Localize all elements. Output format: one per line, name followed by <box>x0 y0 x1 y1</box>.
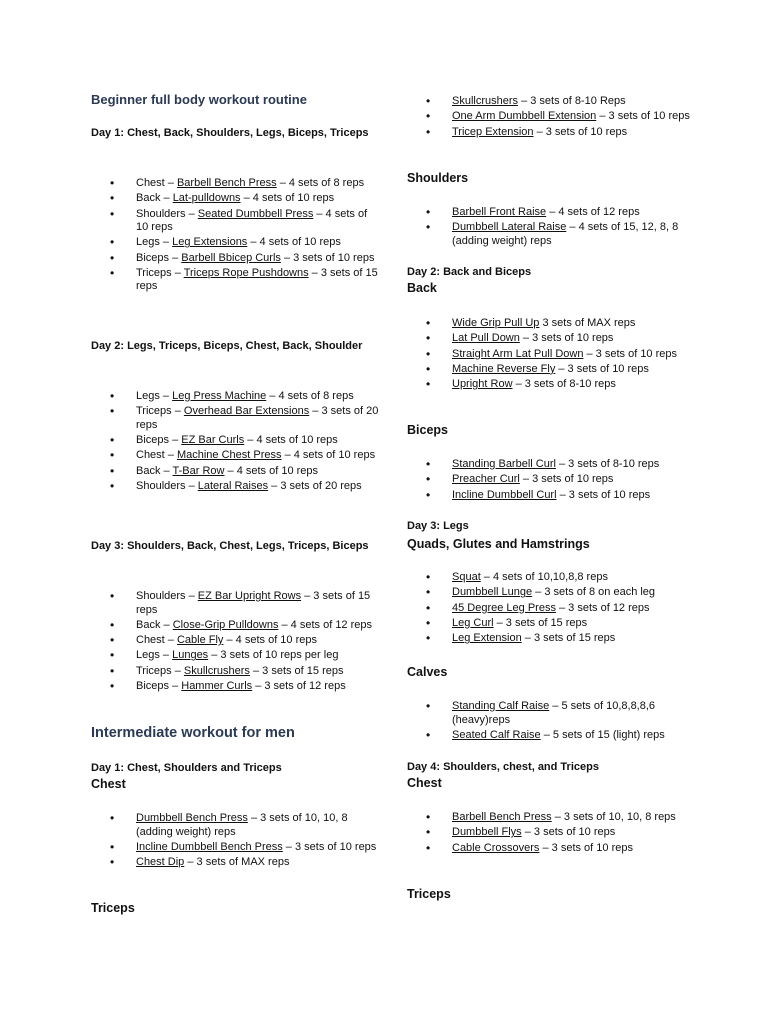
day4-triceps-heading: Triceps <box>407 887 451 901</box>
day4-chest-list <box>407 811 697 857</box>
list-item <box>407 586 697 600</box>
item-detail: – 3 sets of 10 reps <box>539 841 633 854</box>
exercise-link[interactable]: Dumbbell Lunge <box>452 586 533 599</box>
item-detail: – 3 sets of 8 on each leg <box>532 586 656 599</box>
item-detail: – 3 sets of 8-10 reps <box>512 378 616 391</box>
exercise-link[interactable]: EZ Bar Curls <box>181 434 245 447</box>
item-prefix: Biceps – <box>136 434 182 447</box>
list-item <box>407 206 697 220</box>
item-detail: – 5 sets of 15 (light) reps <box>540 728 665 741</box>
exercise-link[interactable]: Cable Fly <box>176 634 224 647</box>
exercise-link[interactable]: Preacher Curl <box>452 473 520 486</box>
exercise-link[interactable]: Barbell Bbicep Curls <box>181 251 281 264</box>
list-item <box>91 252 381 266</box>
exercise-link[interactable]: Leg Extensions <box>172 236 248 249</box>
intermediate-day1-title: Day 1: Chest, Shoulders and Triceps <box>91 762 282 774</box>
exercise-link[interactable]: Leg Press Machine <box>172 390 267 402</box>
exercise-link[interactable]: Incline Dumbbell Curl <box>452 488 557 501</box>
list-item <box>91 177 381 191</box>
list-item <box>91 208 381 235</box>
list-item <box>91 390 381 404</box>
item-prefix: Back – <box>136 618 173 631</box>
list-item <box>407 378 697 392</box>
item-prefix: Legs – <box>136 236 173 249</box>
item-detail: – 3 sets of 10 reps <box>583 347 678 360</box>
item-detail: – 3 sets of 12 reps <box>555 601 650 614</box>
exercise-link[interactable]: Skullcrushers <box>452 95 519 107</box>
back-list <box>407 317 697 393</box>
item-detail: – 4 sets of 10 reps <box>223 634 317 647</box>
list-item <box>407 348 697 362</box>
item-detail: – 3 sets of 10 reps <box>533 125 628 138</box>
list-item <box>407 221 697 248</box>
exercise-link[interactable]: Cable Crossovers <box>452 841 540 854</box>
item-detail: – 4 sets of 10 reps <box>247 236 341 249</box>
exercise-link[interactable]: Skullcrushers <box>183 664 250 677</box>
shoulders-heading: Shoulders <box>407 171 469 185</box>
list-item <box>407 571 697 585</box>
list-item <box>407 489 697 503</box>
legs-list <box>407 571 697 647</box>
exercise-link[interactable]: Dumbbell Bench Press <box>136 812 248 824</box>
item-detail: – 3 sets of 15 reps <box>493 616 588 629</box>
exercise-link[interactable]: Triceps Rope Pushdowns <box>183 266 309 279</box>
beginner-routine-title: Beginner full body workout routine <box>91 92 307 107</box>
list-item <box>91 434 381 448</box>
beginner-day3-title: Day 3: Shoulders, Back, Chest, Legs, Triceps, Biceps <box>91 540 369 552</box>
item-detail: – 5 sets of 10,8,8,8,6 (heavy)reps <box>452 700 656 726</box>
list-item <box>91 192 381 206</box>
exercise-link[interactable]: Barbell Front Raise <box>452 206 547 218</box>
list-item <box>407 126 697 140</box>
list-item <box>91 680 381 694</box>
item-detail: – 4 sets of 10 reps <box>240 192 335 205</box>
item-detail: – 4 sets of 10 reps <box>136 207 368 234</box>
item-prefix: Legs – <box>136 649 173 662</box>
beginner-day1-list <box>91 177 381 296</box>
item-detail: – 4 sets of 12 reps <box>546 206 640 218</box>
exercise-link[interactable]: Barbell Bench Press <box>176 177 277 189</box>
item-prefix: Legs – <box>136 390 173 402</box>
list-item <box>407 826 697 840</box>
list-item <box>407 632 697 646</box>
beginner-day3-list <box>91 590 381 695</box>
list-item <box>407 700 697 727</box>
list-item <box>407 617 697 631</box>
exercise-link[interactable]: Machine Chest Press <box>176 449 282 462</box>
item-detail: – 4 sets of 8 reps <box>266 390 354 402</box>
exercise-link[interactable]: Standing Barbell Curl <box>452 458 556 470</box>
exercise-link[interactable]: Leg Curl <box>452 616 494 629</box>
exercise-link[interactable]: 45 Degree Leg Press <box>452 601 556 614</box>
list-item <box>407 729 697 743</box>
exercise-link[interactable]: Chest Dip <box>136 856 185 869</box>
shoulders-list <box>407 206 697 250</box>
item-detail: – 3 sets of MAX reps <box>184 856 290 869</box>
item-detail: – 4 sets of 10 reps <box>244 434 338 447</box>
item-prefix: Triceps – <box>136 664 184 677</box>
item-detail: – 3 sets of 15 reps <box>521 632 616 645</box>
day3-legs-title: Day 3: Legs <box>407 520 469 532</box>
item-detail: – 3 sets of 15 reps <box>136 266 378 293</box>
item-detail: – 3 sets of 10 reps per leg <box>208 649 339 662</box>
exercise-link[interactable]: Seated Dumbbell Press <box>197 207 314 220</box>
item-detail: – 3 sets of 12 reps <box>252 679 346 692</box>
item-detail: – 3 sets of 8-10 Reps <box>518 95 626 107</box>
exercise-link[interactable]: Wide Grip Pull Up <box>452 317 540 329</box>
exercise-link[interactable]: Lunges <box>172 649 209 662</box>
exercise-link[interactable]: EZ Bar Upright Rows <box>197 590 302 602</box>
day4-chest-heading: Chest <box>407 776 442 790</box>
item-detail: 3 sets of MAX reps <box>539 317 636 329</box>
item-prefix: Shoulders – <box>136 207 198 220</box>
day2-back-biceps-title: Day 2: Back and Biceps <box>407 266 532 278</box>
list-item <box>91 665 381 679</box>
exercise-link[interactable]: Lat-pulldowns <box>172 192 241 205</box>
exercise-link[interactable]: Squat <box>452 571 481 583</box>
item-detail: – 3 sets of 10 reps <box>555 362 649 375</box>
list-item <box>91 619 381 633</box>
item-detail: – 3 sets of 10 reps <box>519 473 614 486</box>
list-item <box>407 458 697 472</box>
list-item <box>407 95 697 109</box>
list-item <box>91 267 381 294</box>
exercise-link[interactable]: Close-Grip Pulldowns <box>172 618 279 631</box>
exercise-link[interactable]: T-Bar Row <box>172 464 225 477</box>
item-detail: – 4 sets of 15, 12, 8, 8 (adding weight) reps <box>452 221 679 247</box>
beginner-day1-title: Day 1: Chest, Back, Shoulders, Legs, Biceps, Triceps <box>91 127 369 139</box>
beginner-day2-list <box>91 390 381 495</box>
intermediate-day1-chest-heading: Chest <box>91 777 126 791</box>
item-prefix: Back – <box>136 464 173 477</box>
item-prefix: Biceps – <box>136 251 182 264</box>
list-item <box>407 602 697 616</box>
calves-list <box>407 700 697 744</box>
item-prefix: Biceps – <box>136 679 182 692</box>
item-detail: – 3 sets of 10 reps <box>282 840 377 853</box>
item-detail: – 4 sets of 10,10,8,8 reps <box>480 571 608 583</box>
quads-glutes-hamstrings-heading: Quads, Glutes and Hamstrings <box>407 537 590 551</box>
day1-triceps-list <box>407 95 697 141</box>
item-detail: – 3 sets of 10 reps <box>521 826 616 839</box>
item-prefix: Chest – <box>136 177 177 189</box>
item-detail: – 3 sets of 10 reps <box>556 488 651 501</box>
calves-heading: Calves <box>407 665 448 679</box>
exercise-link[interactable]: Machine Reverse Fly <box>452 362 556 375</box>
exercise-link[interactable]: Leg Extension <box>452 632 522 645</box>
biceps-list <box>407 458 697 504</box>
exercise-link[interactable]: One Arm Dumbbell Extension <box>452 110 597 123</box>
item-detail: – 3 sets of 10 reps <box>280 251 375 264</box>
item-prefix: Back – <box>136 192 173 205</box>
exercise-link[interactable]: Hammer Curls <box>181 679 253 692</box>
item-detail: – 4 sets of 12 reps <box>278 618 373 631</box>
item-prefix: Chest – <box>136 634 177 647</box>
list-item <box>91 480 381 494</box>
day4-title: Day 4: Shoulders, chest, and Triceps <box>407 761 599 773</box>
item-detail: – 3 sets of 20 reps <box>136 405 379 431</box>
list-item <box>91 634 381 648</box>
exercise-link[interactable]: Seated Calf Raise <box>452 728 541 741</box>
list-item <box>407 473 697 487</box>
list-item <box>91 841 381 855</box>
list-item <box>407 317 697 331</box>
item-detail: – 4 sets of 10 reps <box>281 449 376 462</box>
list-item <box>407 811 697 825</box>
item-detail: – 3 sets of 10 reps <box>519 332 614 345</box>
list-item <box>91 405 381 432</box>
item-prefix: Shoulders – <box>136 590 198 602</box>
exercise-link[interactable]: Tricep Extension <box>452 125 534 138</box>
item-prefix: Triceps – <box>136 266 184 279</box>
item-detail: – 3 sets of 15 reps <box>249 664 344 677</box>
exercise-link[interactable]: Incline Dumbbell Bench Press <box>136 840 283 853</box>
exercise-link[interactable]: Straight Arm Lat Pull Down <box>452 347 584 360</box>
list-item <box>407 332 697 346</box>
exercise-link[interactable]: Upright Row <box>452 378 513 391</box>
item-prefix: Shoulders – <box>136 479 198 492</box>
intermediate-day1-triceps-heading: Triceps <box>91 901 135 915</box>
item-detail: – 3 sets of 8-10 reps <box>555 458 660 470</box>
exercise-link[interactable]: Lateral Raises <box>197 479 269 492</box>
list-item <box>91 856 381 870</box>
list-item <box>91 649 381 663</box>
item-detail: – 3 sets of 10, 10, 8 reps <box>551 811 676 823</box>
exercise-link[interactable]: Overhead Bar Extensions <box>183 405 310 418</box>
list-item <box>91 236 381 250</box>
item-detail: – 3 sets of 10, 10, 8 (adding weight) reps <box>136 812 348 838</box>
list-item <box>407 363 697 377</box>
item-detail: – 4 sets of 8 reps <box>276 177 365 189</box>
list-item <box>91 590 381 617</box>
back-heading: Back <box>407 281 437 295</box>
exercise-link[interactable]: Standing Calf Raise <box>452 700 550 712</box>
exercise-link[interactable]: Barbell Bench Press <box>452 811 552 823</box>
exercise-link[interactable]: Dumbbell Lateral Raise <box>452 221 567 234</box>
intermediate-day1-chest-list <box>91 812 381 871</box>
list-item <box>91 812 381 839</box>
item-detail: – 3 sets of 10 reps <box>596 110 690 123</box>
item-detail: – 3 sets of 15 reps <box>136 590 371 616</box>
item-prefix: Triceps – <box>136 405 184 418</box>
biceps-heading: Biceps <box>407 423 448 437</box>
item-detail: – 3 sets of 20 reps <box>268 479 362 492</box>
item-prefix: Chest – <box>136 449 177 462</box>
exercise-link[interactable]: Dumbbell Flys <box>452 826 522 839</box>
intermediate-workout-title: Intermediate workout for men <box>91 725 295 741</box>
list-item <box>91 449 381 463</box>
list-item <box>407 110 697 124</box>
exercise-link[interactable]: Lat Pull Down <box>452 332 520 345</box>
list-item <box>91 465 381 479</box>
beginner-day2-title: Day 2: Legs, Triceps, Biceps, Chest, Back, Shoulder <box>91 340 363 352</box>
list-item <box>407 842 697 856</box>
item-detail: – 4 sets of 10 reps <box>224 464 319 477</box>
